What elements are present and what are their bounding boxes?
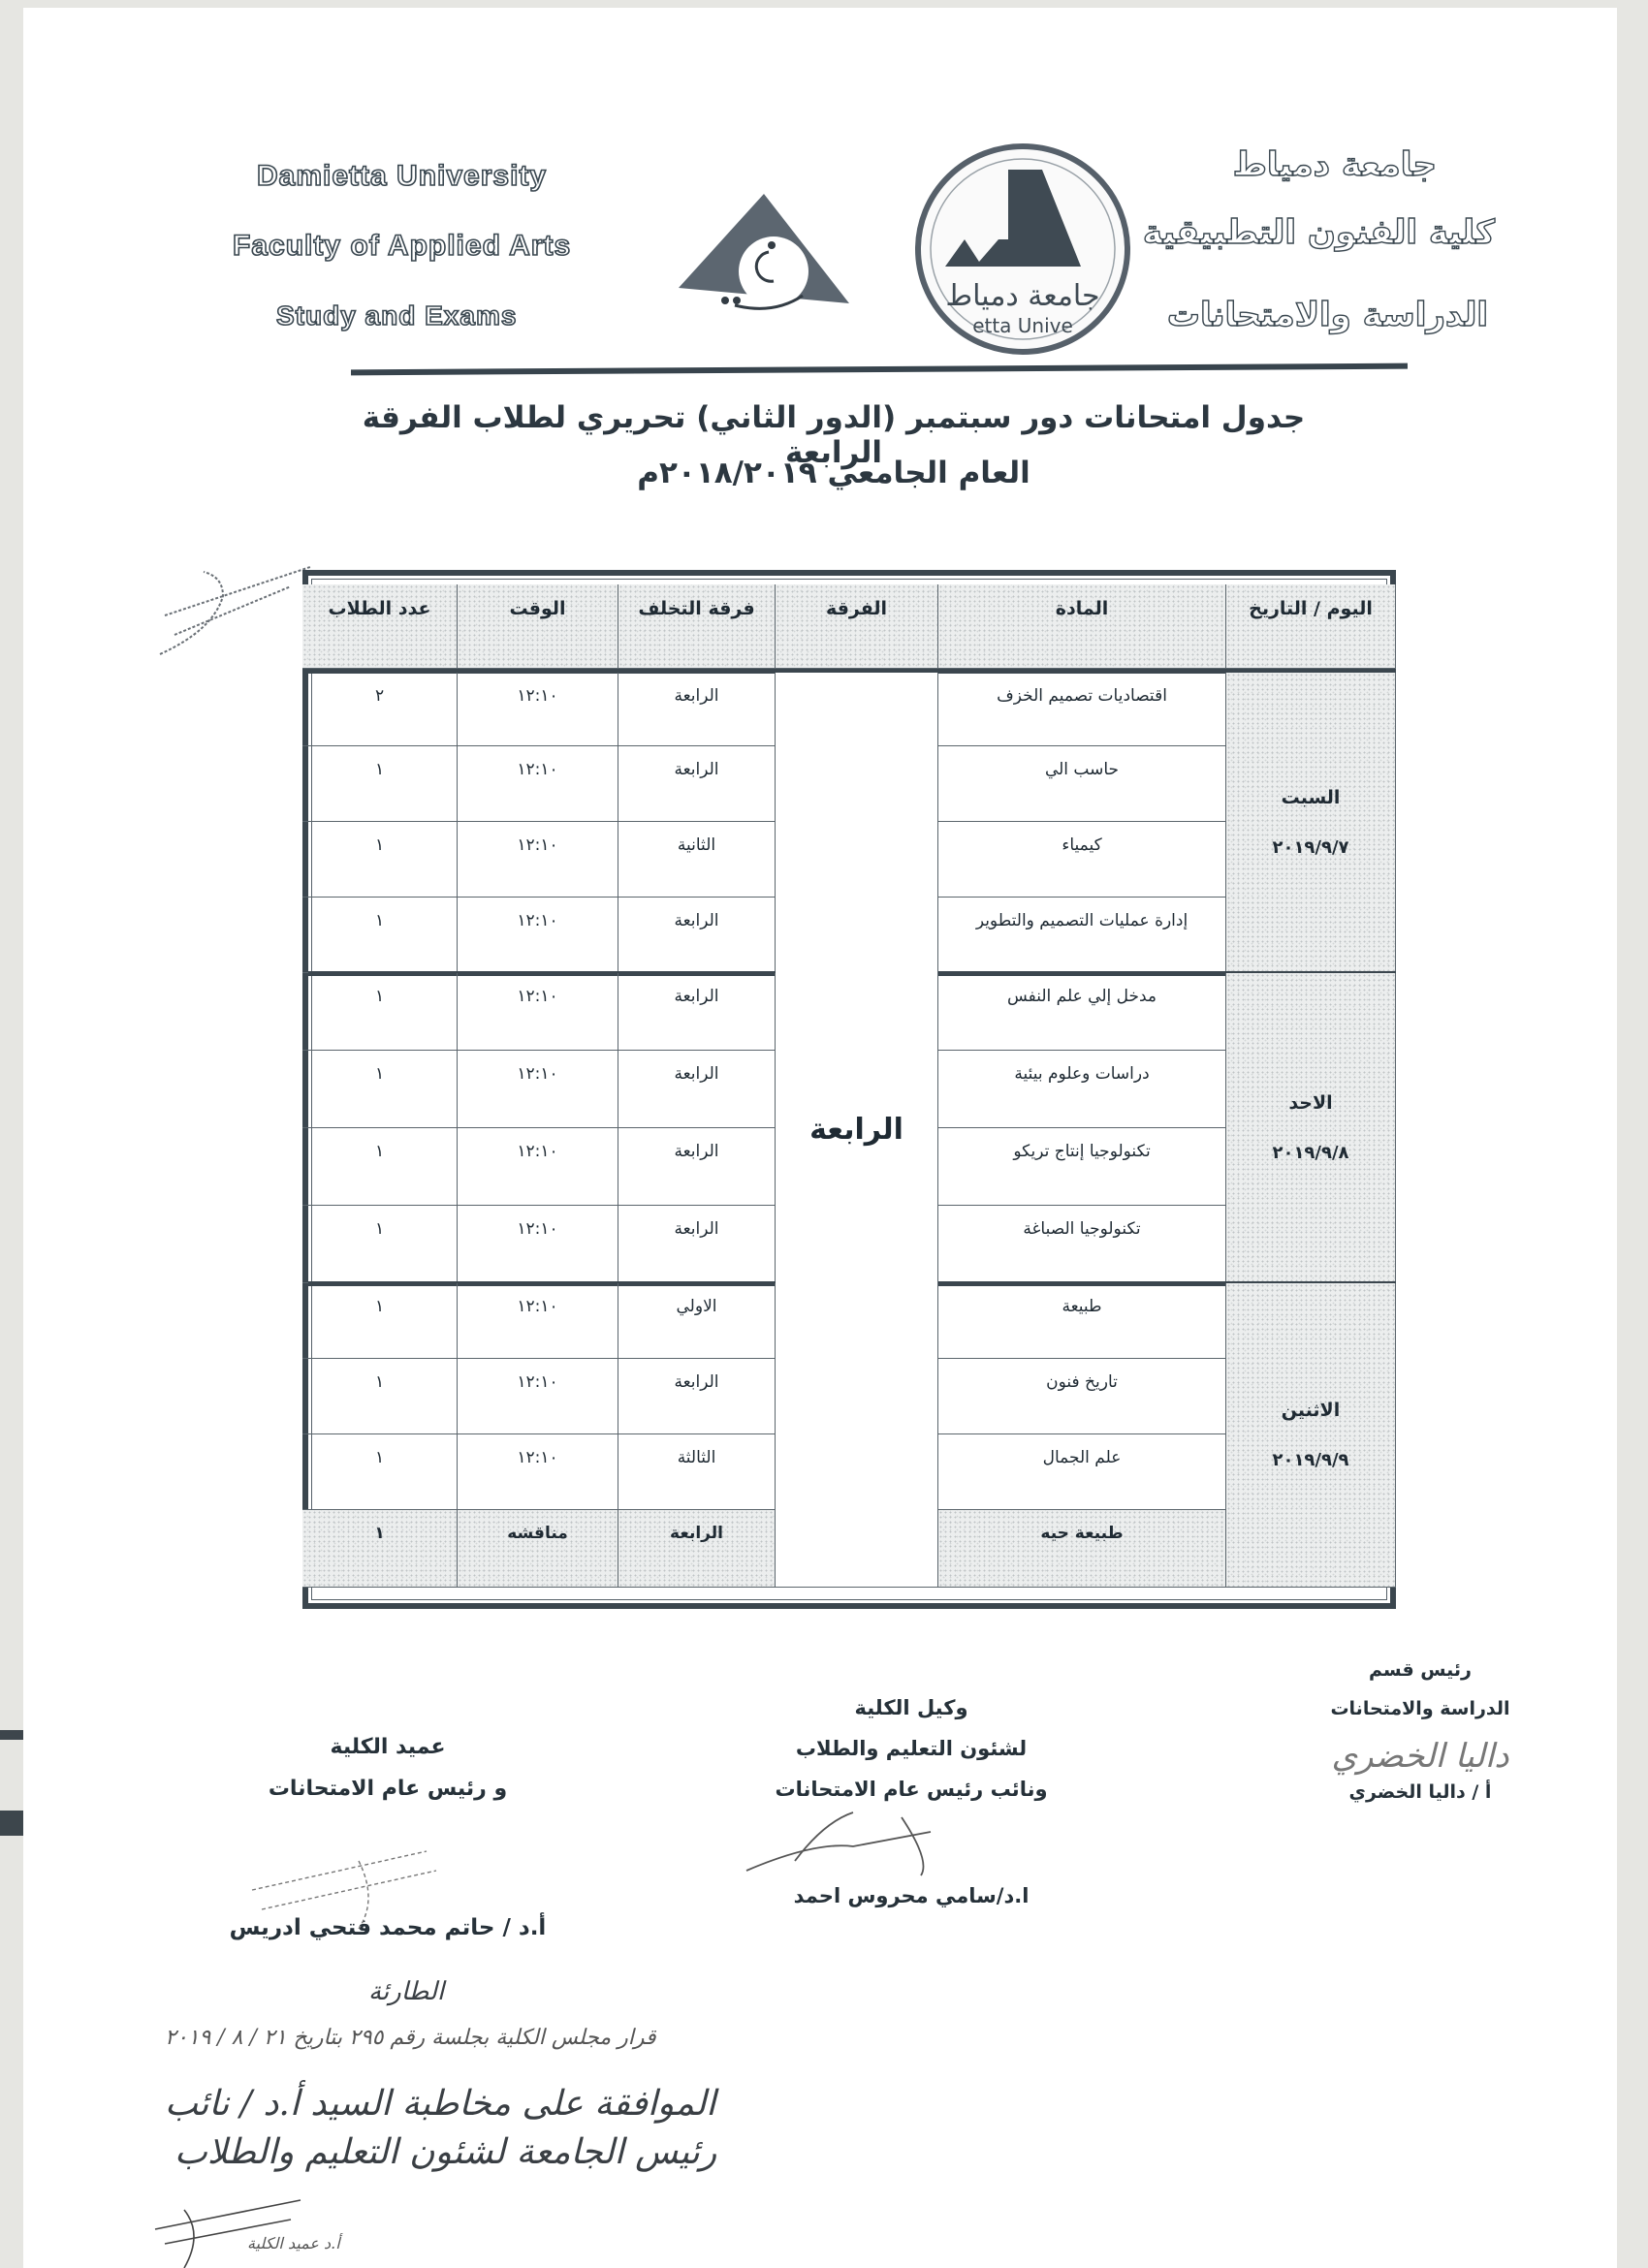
cell-subject: كيمياء [938, 822, 1226, 898]
day-cell [1226, 973, 1396, 1283]
cell-student-count: ٢ [302, 673, 458, 746]
cell-carryover-level: الرابعة [618, 1510, 776, 1588]
cell-carryover-level: الرابعة [618, 973, 776, 1051]
header-university-en: Damietta University [257, 160, 548, 192]
vice-dean-signature-scribble-icon [737, 1803, 989, 1880]
sig-title: الدراسة والامتحانات [1330, 1698, 1510, 1719]
header-faculty-en: Faculty of Applied Arts [233, 230, 572, 262]
initials-scribble-icon [155, 557, 320, 664]
cell-carryover-level: الثالثة [618, 1434, 776, 1510]
cell-student-count: ١ [302, 1359, 458, 1434]
header-university-ar: جامعة دمياط [1232, 145, 1437, 184]
handwritten-decision: قرار مجلس الكلية بجلسة رقم ٢٩٥ بتاريخ ٢١ / ٨ / ٢٠١٩ [165, 2026, 656, 2050]
cell-student-count: ١ [302, 1128, 458, 1206]
handwritten-approval-line1: الموافقة على مخاطبة السيد أ.د / نائب [165, 2084, 716, 2124]
day-date: ٢٠١٩/٩/٨ [1272, 1143, 1349, 1163]
header-department-ar: الدراسة والامتحانات [1166, 296, 1488, 334]
exam-schedule-table [302, 570, 1396, 1609]
cell-subject: تاريخ فنون [938, 1359, 1226, 1434]
sig-name: أ.د / حاتم محمد فتحي ادريس [229, 1915, 547, 1940]
cell-subject: مدخل إلي علم النفس [938, 973, 1226, 1051]
scan-edge-mark [0, 1811, 23, 1836]
academic-year: العام الجامعي ٢٠١٨/٢٠١٩م [637, 456, 1030, 490]
header-cell-student-count: عدد الطلاب [302, 584, 458, 669]
day-cell [1226, 673, 1396, 973]
sig-title: رئيس قسم [1369, 1659, 1472, 1681]
scan-edge-mark [0, 1730, 23, 1740]
cell-carryover-level: الرابعة [618, 1359, 776, 1434]
cell-carryover-level: الرابعة [618, 673, 776, 746]
cell-subject: حاسب الي [938, 746, 1226, 822]
sig-title: عميد الكلية [330, 1735, 446, 1759]
cell-carryover-level: الاولي [618, 1283, 776, 1359]
cell-carryover-level: الرابعة [618, 1206, 776, 1283]
header-faculty-ar: كلية الفنون التطبيقية [1142, 213, 1495, 252]
cell-subject: اقتصاديات تصميم الخزف [938, 673, 1226, 746]
day-name: الاثنين [1281, 1400, 1341, 1421]
cell-carryover-level: الرابعة [618, 1051, 776, 1128]
day-cell [1226, 1283, 1396, 1588]
cell-student-count: ١ [302, 822, 458, 898]
day-date: ٢٠١٩/٩/٩ [1272, 1450, 1349, 1470]
cell-student-count: ١ [302, 1051, 458, 1128]
dean-approval-scribble-icon [145, 2190, 320, 2268]
cell-time: ١٢:١٠ [458, 1206, 618, 1283]
day-name: الاحد [1288, 1092, 1333, 1114]
cell-carryover-level: الرابعة [618, 746, 776, 822]
cell-subject: دراسات وعلوم بيئية [938, 1051, 1226, 1128]
header-cell-day-date: اليوم / التاريخ [1226, 584, 1396, 669]
sig-title: و رئيس عام الامتحانات [268, 1777, 508, 1801]
cell-subject: تكنولوجيا الصباغة [938, 1206, 1226, 1283]
cell-subject: علم الجمال [938, 1434, 1226, 1510]
faculty-logo-icon [677, 189, 856, 320]
sig-title: وكيل الكلية [854, 1696, 968, 1719]
header-cell-level: الفرقة [776, 584, 938, 669]
sig-title: ونائب رئيس عام الامتحانات [775, 1778, 1048, 1801]
seal-text-en: etta Unive [972, 314, 1073, 337]
cell-student-count: ١ [302, 1206, 458, 1283]
header-cell-subject: المادة [938, 584, 1226, 669]
cell-time: ١٢:١٠ [458, 898, 618, 973]
day-name: السبت [1281, 787, 1341, 808]
cell-time: ١٢:١٠ [458, 822, 618, 898]
signature-study-exams-head [1304, 1659, 1537, 1820]
cell-subject: إدارة عمليات التصميم والتطوير [938, 898, 1226, 973]
sig-name: أ / داليا الخضري [1348, 1781, 1492, 1803]
cell-time: ١٢:١٠ [458, 1128, 618, 1206]
document-title: جدول امتحانات دور سبتمبر (الدور الثاني) تحريري لطلاب الفرقة الرابعة [362, 400, 1306, 470]
cell-time: ١٢:١٠ [458, 1283, 618, 1359]
cell-student-count: ١ [302, 746, 458, 822]
cell-time: مناقشه [458, 1510, 618, 1588]
cell-time: ١٢:١٠ [458, 1434, 618, 1510]
cell-subject: طبيعة [938, 1283, 1226, 1359]
cell-time: ١٢:١٠ [458, 673, 618, 746]
cell-time: ١٢:١٠ [458, 746, 618, 822]
cell-student-count: ١ [302, 1283, 458, 1359]
sig-title: لشئون التعليم والطلاب [795, 1737, 1028, 1760]
cell-carryover-level: الرابعة [618, 898, 776, 973]
cell-time: ١٢:١٠ [458, 1359, 618, 1434]
handwritten-signoff: أ.د عميد الكلية [247, 2234, 340, 2252]
handwritten-heading: الطارئة [368, 1977, 445, 2006]
cell-student-count: ١ [302, 973, 458, 1051]
cell-time: ١٢:١٠ [458, 1051, 618, 1128]
cell-student-count: ١ [302, 1434, 458, 1510]
handwritten-approval-line2: رئيس الجامعة لشئون التعليم والطلاب [174, 2132, 717, 2172]
cell-student-count: ١ [302, 1510, 458, 1588]
cell-student-count: ١ [302, 898, 458, 973]
header-cell-time: الوقت [458, 584, 618, 669]
cell-subject: طبيعة حيه [938, 1510, 1226, 1588]
handwritten-signature: داليا الخضري [1331, 1737, 1509, 1776]
cell-subject: تكنولوجيا إنتاج تريكو [938, 1128, 1226, 1206]
dean-signature-scribble-icon [233, 1842, 456, 1929]
level-cell: الرابعة [776, 673, 938, 1588]
cell-carryover-level: الرابعة [618, 1128, 776, 1206]
seal-text-ar: جامعة دمياط [945, 279, 1100, 313]
university-seal-icon [911, 141, 1134, 359]
header-department-en: Study and Exams [276, 300, 518, 331]
sig-name: ا.د/سامي محروس احمد [793, 1884, 1030, 1907]
day-date: ٢٠١٩/٩/٧ [1272, 837, 1349, 858]
header-cell-carryover-level: فرقة التخلف [618, 584, 776, 669]
cell-time: ١٢:١٠ [458, 973, 618, 1051]
cell-carryover-level: الثانية [618, 822, 776, 898]
